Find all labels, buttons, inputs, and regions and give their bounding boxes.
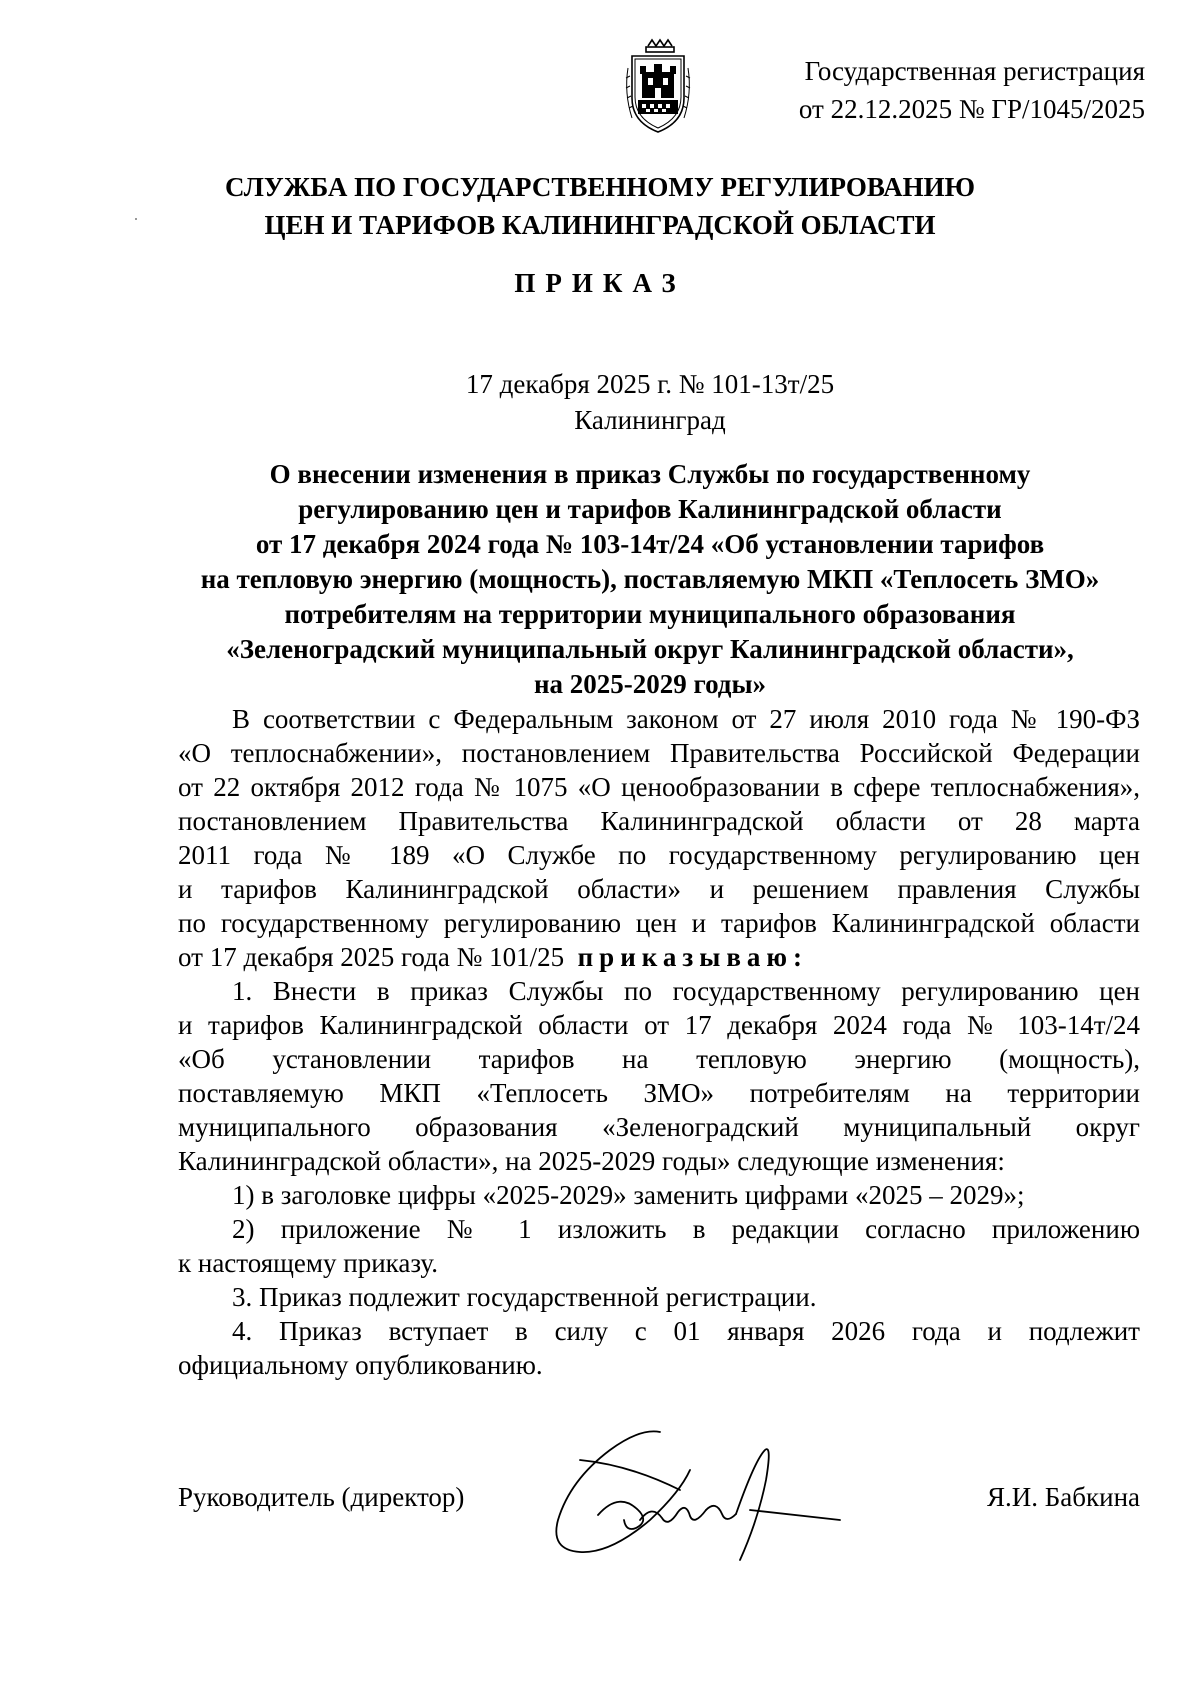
subitem-2-line: 2) приложение № 1 изложить в редакции согласно приложению [232, 1214, 1140, 1244]
registration-label: Государственная регистрация [804, 56, 1145, 86]
agency-name-line-1: СЛУЖБА ПО ГОСУДАРСТВЕННОМУ РЕГУЛИРОВАНИЮ [224, 172, 976, 202]
subject-line: регулированию цен и тарифов Калининградской области [298, 494, 1002, 524]
item-1-line: 1. Внести в приказ Службы по государственному регулированию цен [232, 976, 1140, 1006]
item-1-line: «Об установлении тарифов на тепловую энергию (мощность), [178, 1044, 1140, 1074]
signatory-name: Я.И. Бабкина [987, 1482, 1140, 1512]
item-4-line: официальному опубликованию. [178, 1350, 543, 1380]
subject-line: от 17 декабря 2024 года № 103-14т/24 «Об установлении тарифов [255, 529, 1045, 559]
item-1-line: и тарифов Калининградской области от 17 декабря 2024 года № 103-14т/24 [178, 1010, 1140, 1040]
handwritten-signature [540, 1420, 860, 1570]
body-line: от 22 октября 2012 года № 1075 «О ценообразовании в сфере теплоснабжения», [178, 772, 1140, 802]
body-line: В соответствии с Федеральным законом от 27 июля 2010 года № 190-ФЗ [232, 704, 1140, 734]
body-line: постановлением Правительства Калининградской области от 28 марта [178, 806, 1140, 836]
subitem-1-line: 1) в заголовке цифры «2025-2029» заменить цифрами «2025 – 2029»; [232, 1180, 1025, 1210]
body-line-with-order-word [178, 940, 1140, 974]
item-4-line: 4. Приказ вступает в силу с 01 января 2026 года и подлежит [232, 1316, 1140, 1346]
subject-line: потребителям на территории муниципального образования [284, 599, 1016, 629]
subitem-2-line: к настоящему приказу. [178, 1248, 438, 1278]
date-number-block [150, 366, 1150, 438]
agency-name-line-2: ЦЕН И ТАРИФОВ КАЛИНИНГРАДСКОЙ ОБЛАСТИ [264, 210, 936, 240]
item-1-line: муниципального образования «Зеленоградский муниципальный округ [178, 1112, 1140, 1142]
item-1-line: поставляемую МКП «Теплосеть ЗМО» потребителям на территории [178, 1078, 1140, 1108]
subject-line: О внесении изменения в приказ Службы по государственному [269, 459, 1031, 489]
body-line: по государственному регулированию цен и тарифов Калининградской области [178, 908, 1140, 938]
subject-line: на 2025-2029 годы» [533, 669, 767, 699]
scan-speck [135, 218, 137, 220]
subject-line: на тепловую энергию (мощность), поставляемую МКП «Теплосеть ЗМО» [200, 564, 1100, 594]
body-line: 2011 года № 189 «О Службе по государственному регулированию цен [178, 840, 1140, 870]
order-date-number: 17 декабря 2025 г. № 101-13т/25 [465, 369, 835, 399]
order-city: Калининград [574, 405, 726, 435]
document-type-heading: ПРИКАЗ [514, 268, 686, 298]
registration-block [705, 52, 1145, 128]
order-subject [150, 457, 1150, 702]
body-line: «О теплоснабжении», постановлением Правительства Российской Федерации [178, 738, 1140, 768]
agency-name [150, 168, 1050, 244]
item-1-line: Калининградской области», на 2025-2029 годы» следующие изменения: [178, 1146, 1005, 1176]
subject-line: «Зеленоградский муниципальный округ Калининградской области», [226, 634, 1074, 664]
registration-number: от 22.12.2025 № ГР/1045/2025 [798, 94, 1145, 124]
item-3-line: 3. Приказ подлежит государственной регистрации. [232, 1282, 817, 1312]
body-line: и тарифов Калининградской области» и решением правления Службы [178, 874, 1140, 904]
coat-of-arms-emblem [618, 38, 698, 138]
body-line: от 17 декабря 2025 года № 101/25 [178, 942, 565, 972]
signatory-position: Руководитель (директор) [178, 1482, 465, 1512]
order-word: приказываю: [577, 942, 809, 972]
